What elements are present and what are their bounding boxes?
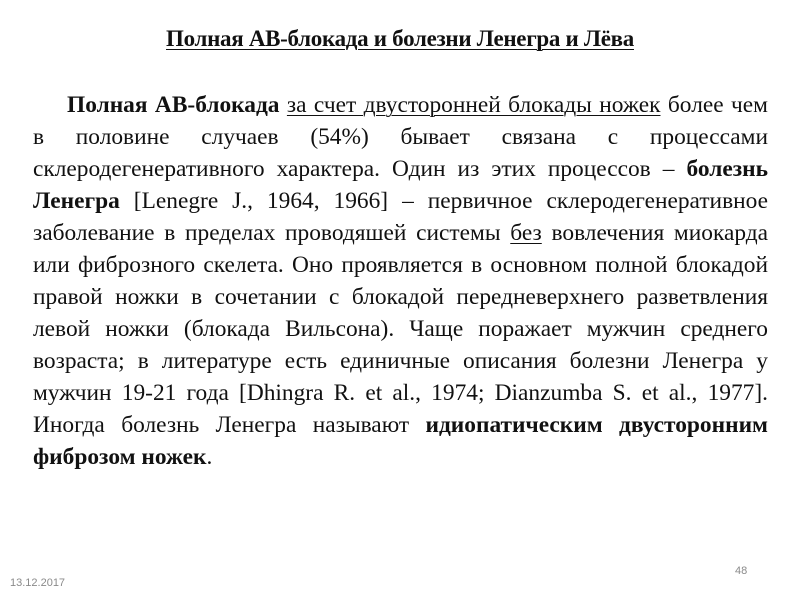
text-segment-1: более чем в половине случаев (54%) бывает связана с процессами склеродегенеративного характера. Один из этих процессов – — [33, 92, 768, 182]
text-segment-3: вовлечения миокарда или фиброзного скелета. Оно проявляется в основном полной блокадой правой ножки в сочетании с блокадой передневерхнего разветвления левой ножки (блокада Вильсона). Чаще поражает мужчин среднего возраста; в литературе есть единичные описания болезни Ленегра у мужчин 19-21 года [Dhingra R. et al., 1974; Dianzumba S. et al., 1977]. Иногда болезнь Ленегра называют — [33, 220, 769, 438]
text-segment-2: [Lenegre J., 1964, 1966] – первичное склеродегенеративное заболевание в пределах проводяшей системы — [33, 188, 768, 246]
text-segment-space — [280, 92, 287, 118]
lead-term: Полная АВ-блокада — [67, 92, 280, 118]
lenegre-disease-term: болезнь Ленегра — [33, 156, 768, 214]
underlined-word-without: без — [510, 220, 542, 246]
slide-title: Полная АВ-блокада и болезни Ленегра и Лёва — [166, 26, 634, 51]
page-number: 48 — [735, 565, 748, 577]
underlined-phrase-bundle-branches: за счет двусторонней блокады ножек — [286, 92, 661, 118]
footer-date: 13.12.2017 — [10, 577, 66, 589]
idiopathic-fibrosis-term: идиопатическим двусторонним фиброзом ножек — [33, 412, 768, 470]
body-paragraph — [33, 89, 768, 473]
text-segment-4: . — [206, 444, 213, 470]
